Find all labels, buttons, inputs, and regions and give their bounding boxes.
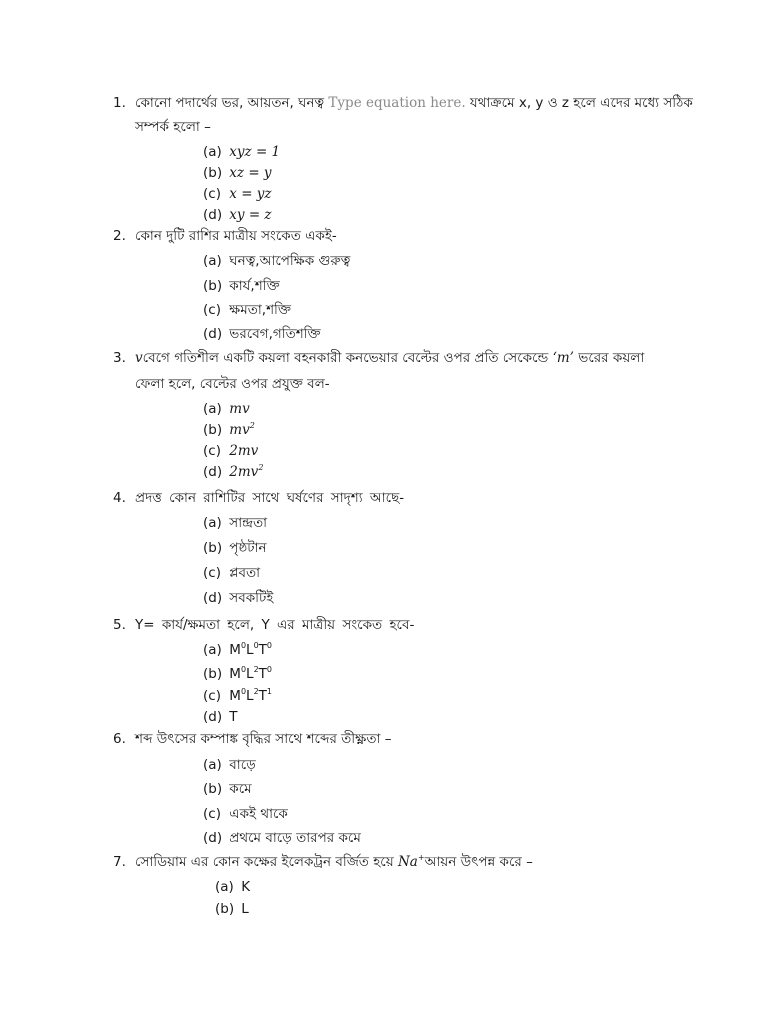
question-text-part: যথাক্রমে x, y ও z হলে এদের মধ্যে সঠিক (465, 95, 693, 111)
question-text-line2: সম্পর্ক হলো – (135, 119, 211, 135)
option-label: (a) (203, 757, 222, 773)
option-a (203, 640, 272, 660)
option-c (203, 441, 258, 461)
option-b (203, 276, 280, 296)
dim-exp: 1 (266, 687, 273, 696)
question-number: 2. (113, 228, 126, 244)
option-d (203, 828, 361, 848)
question-text-part: আয়ন উৎপন্ন করে – (424, 854, 533, 870)
option-text: প্লবতা (229, 565, 261, 581)
option-label: (a) (203, 144, 222, 160)
option-b (203, 420, 255, 440)
option-c (203, 804, 288, 824)
option-a (215, 877, 250, 897)
option-b (215, 899, 249, 919)
dim-t: T (258, 642, 267, 658)
option-d (203, 324, 321, 344)
option-text: সান্দ্রতা (229, 515, 268, 531)
option-a (203, 513, 267, 533)
option-label: (c) (203, 688, 221, 704)
question-number: 3. (113, 350, 126, 366)
dim-t: T (258, 666, 267, 682)
question-text (135, 852, 533, 872)
question-text: প্রদত্ত কোন রাশিটির সাথে ঘর্ষণের সাদৃশ্য আছে- (135, 490, 405, 506)
ion-charge: + (417, 853, 425, 862)
option-superscript: 2 (258, 463, 264, 472)
option-b (203, 538, 267, 558)
option-label: (c) (203, 806, 221, 822)
option-b (203, 163, 272, 183)
dim-m: M (229, 666, 241, 682)
option-b (203, 664, 272, 684)
option-d (203, 462, 263, 482)
velocity-symbol: v (135, 350, 143, 366)
option-label: (d) (203, 207, 223, 223)
question-number: 7. (113, 854, 126, 870)
dim-exp: 0 (253, 641, 259, 650)
option-text: কার্য,শক্তি (229, 278, 280, 294)
option-label: (a) (203, 401, 222, 417)
option-c (203, 686, 272, 706)
question-text-part: কোনো পদার্থের ভর, আয়তন, ঘনত্ব (135, 95, 329, 111)
option-text: 2mv (229, 443, 259, 459)
option-text: প্রথমে বাড়ে তারপর কমে (229, 830, 361, 846)
option-label: (b) (203, 781, 223, 797)
option-label: (b) (203, 165, 223, 181)
option-a (203, 251, 350, 271)
option-text: mv (229, 401, 250, 417)
dim-exp: 0 (240, 665, 247, 674)
question-text: Y= কার্য/ক্ষমতা হলে, Y এর মাত্রীয় সংকেত হবে- (135, 617, 415, 633)
question-text-part: সোডিয়াম এর কোন কক্ষের ইলেকট্রন বর্জিত হয়ে (135, 854, 398, 870)
question-number: 6. (113, 731, 126, 747)
dim-l: L (246, 642, 254, 658)
option-superscript: 2 (249, 421, 255, 430)
option-c (203, 563, 260, 583)
option-text: পৃষ্ঠটান (229, 540, 267, 556)
option-text: xz = y (229, 165, 272, 181)
option-text: mv (229, 422, 250, 438)
ion-symbol: Na (397, 854, 418, 870)
option-text: বাড়ে (229, 757, 256, 773)
option-text: T (229, 709, 238, 725)
question-text: কোন দুটি রাশির মাত্রীয় সংকেত একই- (135, 228, 337, 244)
option-label: (d) (203, 590, 223, 606)
option-label: (b) (203, 540, 223, 556)
dim-exp: 0 (240, 687, 247, 696)
option-d (203, 205, 272, 225)
dim-m: M (229, 642, 241, 658)
option-text: ভরবেগ,গতিশক্তি (229, 326, 321, 342)
option-label: (b) (215, 901, 235, 917)
option-label: (d) (203, 709, 223, 725)
option-label: (a) (215, 879, 234, 895)
option-text: xyz = 1 (229, 144, 281, 160)
option-label: (c) (203, 565, 221, 581)
dim-exp: 0 (266, 641, 273, 650)
option-label: (d) (203, 326, 223, 342)
question-text (135, 93, 693, 113)
option-label: (a) (203, 642, 222, 658)
question-text-line2: ফেলা হলে, বেল্টের ওপর প্রযুক্ত বল- (135, 376, 330, 392)
option-label: (a) (203, 253, 222, 269)
option-a (203, 399, 250, 419)
option-c (203, 184, 272, 204)
dim-t: T (258, 688, 267, 704)
option-text: সবকটিই (229, 590, 274, 606)
option-d (203, 588, 273, 608)
dim-exp: 2 (253, 665, 259, 674)
dim-exp: 0 (240, 641, 247, 650)
dim-exp: 2 (253, 687, 259, 696)
dim-m: M (229, 688, 241, 704)
question-text-part: বেগে গতিশীল একটি কয়লা বহনকারী কনভেয়ার বেল্টের ওপর প্রতি সেকেন্ডে (142, 350, 553, 366)
option-a (203, 142, 280, 162)
option-label: (b) (203, 278, 223, 294)
option-c (203, 300, 291, 320)
option-label: (d) (203, 464, 223, 480)
option-label: (b) (203, 666, 223, 682)
option-text: ক্ষমতা,শক্তি (229, 302, 292, 318)
option-text: 2mv (229, 464, 259, 480)
dim-l: L (246, 688, 254, 704)
option-text: L (241, 901, 249, 917)
option-label: (c) (203, 186, 221, 202)
option-text: xy = z (229, 207, 272, 223)
option-label: (c) (203, 302, 221, 318)
dim-exp: 0 (266, 665, 273, 674)
equation-placeholder[interactable]: Type equation here. (328, 95, 466, 111)
question-number: 1. (113, 95, 126, 111)
option-text: K (241, 879, 251, 895)
option-text: x = yz (229, 186, 272, 202)
option-b (203, 779, 252, 799)
option-label: (b) (203, 422, 223, 438)
question-number: 5. (113, 617, 126, 633)
question-text: শব্দ উৎসের কম্পাঙ্ক বৃদ্ধির সাথে শব্দের তীক্ষ্ণতা – (135, 731, 392, 747)
option-text: কমে (229, 781, 252, 797)
option-label: (a) (203, 515, 222, 531)
option-text: একই থাকে (229, 806, 288, 822)
option-d (203, 707, 238, 727)
question-text (135, 348, 644, 368)
mass-symbol: ‘m’ (552, 350, 574, 366)
option-label: (d) (203, 830, 223, 846)
option-text: ঘনত্ব,আপেক্ষিক গুরুত্ব (229, 253, 351, 269)
question-number: 4. (113, 490, 126, 506)
dim-l: L (246, 666, 254, 682)
option-a (203, 755, 256, 775)
option-label: (c) (203, 443, 221, 459)
question-text-part: ভরের কয়লা (573, 350, 645, 366)
